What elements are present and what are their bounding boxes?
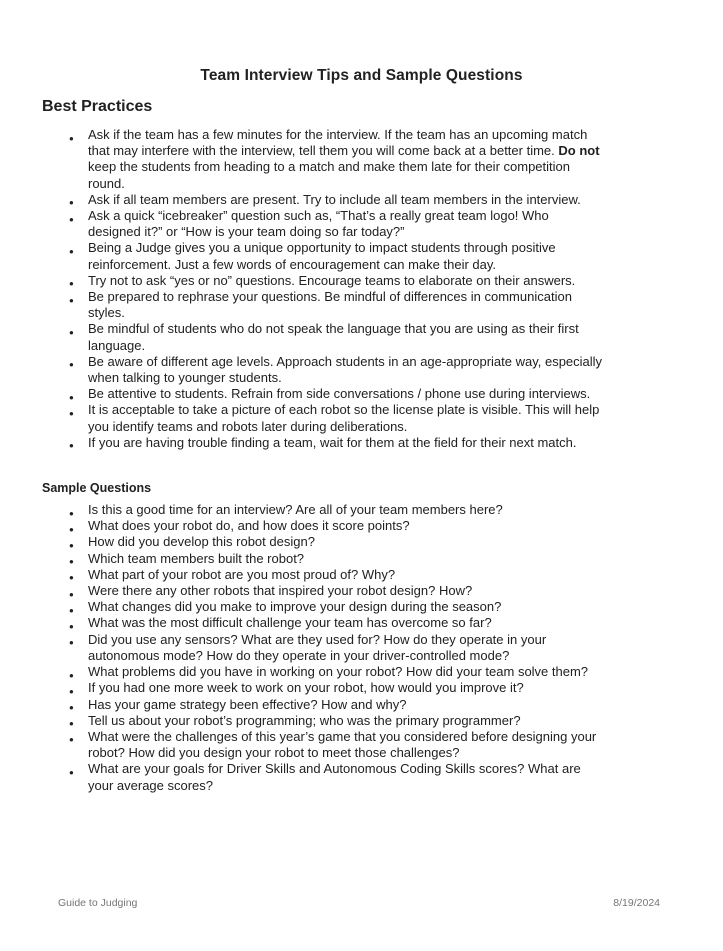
best-practices-list (0, 127, 723, 451)
text-segment: Ask if the team has a few minutes for the interview. If the team has an upcoming match that may interfere with the interview, tell them you will come back at a better time. (88, 127, 588, 159)
sample-questions-list (0, 502, 723, 794)
text-segment: Did you use any sensors? What are they used for? How do they operate in your autonomous mode? How do they operate in your driver-controlled mode? (88, 631, 547, 663)
text-segment: What problems did you have in working on your robot? How did your team solve them? (88, 664, 589, 680)
list-item (88, 127, 708, 192)
text-segment: How did you develop this robot design? (88, 534, 315, 550)
text-segment: Be mindful of students who do not speak the language that you are using as their first language. (88, 321, 579, 353)
list-item (88, 386, 708, 402)
text-segment: What changes did you make to improve your design during the season? (88, 599, 502, 615)
list-item (88, 761, 708, 793)
list-item (88, 273, 708, 289)
list-item (88, 534, 708, 550)
list-item (88, 240, 708, 272)
text-segment: It is acceptable to take a picture of each robot so the license plate is visible. This will help you identify teams and robots later during deliberations. (88, 402, 600, 434)
list-item (88, 435, 708, 451)
page-title: Team Interview Tips and Sample Questions (200, 67, 523, 84)
list-item (88, 208, 708, 240)
list-item (88, 615, 708, 631)
text-segment: If you had one more week to work on your robot, how would you improve it? (88, 680, 524, 696)
list-item (88, 289, 708, 321)
list-item (88, 729, 708, 761)
text-segment: keep the students from heading to a match and make them late for their competition round. (88, 159, 570, 191)
text-segment: Ask a quick “icebreaker” question such as, “That’s a really great team logo! Who designed it?” or “How is your team doing so far today?” (88, 208, 549, 240)
list-item (88, 192, 708, 208)
text-segment: Try not to ask “yes or no” questions. Encourage teams to elaborate on their answers. (88, 272, 576, 288)
text-segment: What were the challenges of this year’s game that you considered before designing your robot? How did you design your robot to meet those challenges? (88, 728, 597, 761)
footer-date: 8/19/2024 (613, 897, 660, 909)
list-item (88, 599, 708, 615)
footer-document-name: Guide to Judging (58, 897, 138, 909)
text-segment: What part of your robot are you most proud of? Why? (88, 566, 396, 582)
text-segment: What are your goals for Driver Skills and Autonomous Coding Skills scores? What are your average scores? (88, 761, 581, 793)
list-item (88, 502, 708, 518)
text-segment: What was the most difficult challenge your team has overcome so far? (88, 615, 492, 631)
list-item (88, 697, 708, 713)
list-item (88, 583, 708, 599)
text-segment: Ask if all team members are present. Try to include all team members in the interview. (88, 191, 581, 207)
list-item (88, 402, 708, 434)
text-segment: Be aware of different age levels. Approach students in an age-appropriate way, especially when talking to younger students. (88, 353, 603, 386)
text-segment: If you are having trouble finding a team, wait for them at the field for their next match. (88, 434, 577, 450)
sample-questions-heading: Sample Questions (42, 481, 152, 496)
list-item (88, 551, 708, 567)
text-segment: Is this a good time for an interview? Are all of your team members here? (88, 502, 503, 518)
list-item (88, 567, 708, 583)
text-segment: Be attentive to students. Refrain from side conversations / phone use during interviews. (88, 386, 591, 402)
text-segment: Which team members built the robot? (88, 550, 305, 566)
list-item (88, 713, 708, 729)
list-item (88, 354, 708, 386)
list-item (88, 632, 708, 664)
best-practices-heading: Best Practices (42, 98, 153, 115)
list-item (88, 680, 708, 696)
list-item (88, 664, 708, 680)
text-segment: What does your robot do, and how does it score points? (88, 518, 410, 534)
text-segment: Were there any other robots that inspired your robot design? How? (88, 583, 473, 599)
list-item (88, 518, 708, 534)
text-segment: Be prepared to rephrase your questions. Be mindful of differences in communication styles. (88, 289, 572, 321)
list-item (88, 321, 708, 353)
text-segment: Has your game strategy been effective? How and why? (88, 696, 407, 712)
bold-text-segment: Do not (558, 143, 600, 159)
text-segment: Tell us about your robot’s programming; who was the primary programmer? (88, 712, 521, 728)
text-segment: Being a Judge gives you a unique opportunity to impact students through positive reinforcement. Just a few words of encouragement can make their day. (88, 240, 556, 272)
